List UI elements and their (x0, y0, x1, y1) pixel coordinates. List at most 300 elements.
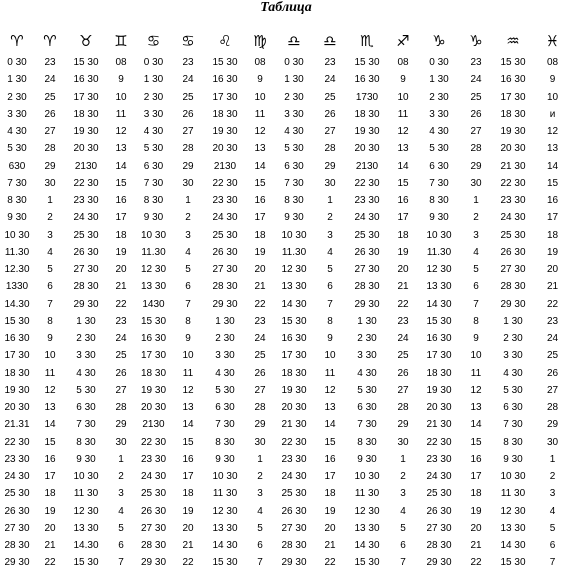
table-cell: 4 (473, 246, 479, 258)
table-cell: 1 (47, 195, 53, 207)
table-cell: 7 30 (76, 419, 96, 431)
table-cell: 16 (324, 453, 336, 465)
table-row (0, 503, 572, 520)
table-cell: 8 30 (215, 436, 235, 448)
table-cell: 15 30 (212, 557, 238, 569)
table-cell: 26 (254, 367, 266, 379)
table-cell: 23 30 (500, 195, 526, 207)
table-cell: 2 (327, 212, 333, 224)
table-cell: 22 30 (354, 177, 380, 189)
table-cell: 2 (400, 471, 406, 483)
table-cell: 2130 (142, 419, 165, 431)
table-cell: 22 (44, 557, 56, 569)
table-cell: 12 (44, 384, 56, 396)
table-cell: 3 (185, 229, 191, 241)
table-cell: 17 (254, 212, 266, 224)
table-cell: 30 (254, 436, 266, 448)
table-cell: 19 30 (212, 126, 238, 138)
table-cell: 29 (254, 419, 266, 431)
table-cell: 12 (546, 126, 559, 138)
table-cell: 12 30 (354, 505, 380, 517)
table-cell: 16 30 (500, 74, 526, 86)
table-cell: 9 (118, 74, 124, 86)
table-cell: 10 30 (140, 229, 167, 241)
table-cell: 15 (546, 177, 559, 189)
table-cell: 21 (397, 281, 409, 293)
table-cell: 11.30 (281, 246, 307, 258)
zodiac-sign-header: ♊ (114, 32, 128, 50)
table-cell: 20 (115, 264, 127, 276)
table-cell: 5 (257, 522, 263, 534)
table-cell: 10 30 (500, 471, 526, 483)
table-cell: 25 30 (73, 229, 99, 241)
table-cell: 1 30 (76, 315, 96, 327)
table-cell: 1 30 (357, 315, 377, 327)
table-cell: 9 (327, 333, 333, 345)
table-cell: 23 30 (426, 453, 452, 465)
table-row (0, 554, 572, 571)
table-cell: 9 30 (503, 453, 523, 465)
table-cell: 6 30 (503, 402, 523, 414)
table-cell: 8 (327, 315, 333, 327)
table-cell: 3 30 (7, 108, 27, 120)
table-cell: 2 30 (284, 91, 304, 103)
table-cell: 18 (324, 488, 336, 500)
table-cell: 28 (254, 402, 266, 414)
table-cell: 0 30 (7, 57, 27, 69)
zodiac-sign-header: ♎ (287, 32, 301, 50)
table-cell: 6 (185, 281, 191, 293)
table-cell: 20 30 (354, 143, 380, 155)
table-cell: 10 30 (354, 471, 380, 483)
table-cell: 3 (257, 488, 263, 500)
table-cell: 7 30 (429, 177, 449, 189)
table-row (0, 485, 572, 502)
table-cell: 28 (44, 143, 56, 155)
table-cell: 30 (397, 436, 409, 448)
table-cell: 18 30 (426, 367, 452, 379)
table-cell: 7 (257, 557, 263, 569)
table-cell: 27 30 (281, 522, 307, 534)
table-cell: 6 (257, 540, 263, 552)
table-cell: 2 30 (7, 91, 27, 103)
table-cell: 15 (397, 177, 409, 189)
table-cell: 25 (324, 91, 336, 103)
table-cell: 12 (470, 384, 482, 396)
table-cell: 4 30 (357, 367, 377, 379)
table-cell: 18 (115, 229, 127, 241)
table-cell: 10 (254, 91, 266, 103)
table-cell: 24 (115, 333, 127, 345)
table-cell: 30 (470, 177, 482, 189)
table-cell: 18 (254, 229, 266, 241)
table-cell: 20 (254, 264, 266, 276)
table-cell: 25 30 (500, 229, 526, 241)
table-cell: 1 (400, 453, 406, 465)
table-cell: 19 (324, 505, 336, 517)
table-cell: 17 30 (212, 91, 238, 103)
table-cell: 26 (546, 367, 559, 379)
table-cell: 2130 (213, 160, 237, 172)
table-cell: 20 30 (4, 402, 30, 414)
table-cell: 3 30 (429, 108, 449, 120)
table-cell: и (549, 108, 556, 120)
table-cell: 21 (44, 540, 56, 552)
table-cell: 4 (327, 246, 333, 258)
table-cell: 15 30 (354, 557, 380, 569)
table-cell: 5 30 (284, 143, 304, 155)
table-cell: 16 (254, 195, 266, 207)
table-cell: 5 (473, 264, 479, 276)
table-row (0, 54, 572, 71)
table-cell: 10 30 (73, 471, 99, 483)
table-cell: 2130 (355, 160, 379, 172)
table-cell: 13 (254, 143, 266, 155)
table-cell: 22 30 (140, 436, 167, 448)
table-cell: 8 30 (284, 195, 304, 207)
table-cell: 16 (44, 453, 56, 465)
table-cell: 5 30 (7, 143, 27, 155)
table-cell: 28 30 (212, 281, 238, 293)
table-cell: 4 (47, 246, 53, 258)
table-cell: 22 (182, 557, 194, 569)
table-row (0, 382, 572, 399)
table-cell: 19 (44, 505, 56, 517)
table-cell: 24 (254, 333, 266, 345)
table-row (0, 520, 572, 537)
table-cell: 3 (47, 229, 53, 241)
table-cell: 12 30 (73, 505, 99, 517)
table-cell: 4 30 (7, 126, 27, 138)
table-row (0, 468, 572, 485)
table-cell: 8 30 (143, 195, 164, 207)
table-cell: 4 30 (76, 367, 96, 379)
table-cell: 24 30 (354, 212, 380, 224)
table-cell: 13 30 (140, 281, 167, 293)
table-cell: 7 30 (357, 419, 377, 431)
table-cell: 21 (546, 281, 559, 293)
table-cell: 1 (118, 453, 124, 465)
table-cell: 5 30 (503, 384, 523, 396)
table-cell: 6 30 (143, 160, 164, 172)
table-cell: 17 (115, 212, 127, 224)
table-row (0, 278, 572, 295)
table-cell: 11 30 (354, 488, 380, 500)
table-cell: 4 (185, 246, 191, 258)
table-cell: 1 30 (215, 315, 235, 327)
table-cell: 16 30 (281, 333, 307, 345)
table-cell: 22 30 (212, 177, 238, 189)
table-cell: 22 (324, 557, 336, 569)
table-cell: 22 30 (281, 436, 307, 448)
table-cell: 13 (44, 402, 56, 414)
table-cell: 5 30 (429, 143, 449, 155)
table-cell: 08 (254, 57, 266, 69)
table-cell: 10 (546, 91, 559, 103)
table-cell: 14 (546, 160, 559, 172)
table-cell: 6 30 (284, 160, 304, 172)
table-cell: 11.30 (141, 246, 166, 258)
table-row (0, 106, 572, 123)
table-cell: 18 (182, 488, 194, 500)
table-cell: 9 (473, 333, 479, 345)
table-cell: 7 (118, 557, 124, 569)
zodiac-sign-header: ♑ (432, 32, 446, 50)
table-cell: 9 30 (429, 212, 449, 224)
table-cell: 15 30 (73, 557, 99, 569)
table-cell: 29 30 (4, 557, 30, 569)
table-cell: 1430 (142, 298, 165, 310)
table-row (0, 416, 572, 433)
table-cell: 29 (546, 419, 559, 431)
table-cell: 20 (44, 522, 56, 534)
table-cell: 1 30 (503, 315, 523, 327)
table-cell: 29 (115, 419, 127, 431)
table-cell: 11 (470, 367, 482, 379)
table-cell: 28 30 (500, 281, 526, 293)
table-cell: 16 30 (73, 74, 99, 86)
table-cell: 15 30 (354, 57, 380, 69)
table-cell: 3 30 (215, 350, 235, 362)
table-cell: 10 30 (281, 229, 307, 241)
table-cell: 16 30 (140, 333, 167, 345)
table-cell: 1730 (355, 91, 379, 103)
table-cell: 21 (324, 540, 336, 552)
table-cell: 18 (546, 229, 559, 241)
table-cell: 30 (546, 436, 559, 448)
table-cell: 24 (324, 74, 336, 86)
table-cell: 29 30 (426, 557, 452, 569)
table-row (0, 261, 572, 278)
table-row (0, 537, 572, 554)
table-cell: 18 (470, 488, 482, 500)
table-cell: 22 30 (426, 436, 452, 448)
table-cell: 2 30 (76, 333, 96, 345)
table-cell: 26 (182, 108, 194, 120)
table-cell: 25 (115, 350, 127, 362)
table-cell: 30 (115, 436, 127, 448)
table-cell: 6 (118, 540, 124, 552)
table-cell: 27 30 (426, 522, 452, 534)
table-row (0, 451, 572, 468)
table-cell: 25 (44, 91, 56, 103)
table-row (0, 365, 572, 382)
zodiac-sign-header: ♋ (181, 32, 195, 50)
table-cell: 20 30 (73, 143, 99, 155)
table-cell: 27 30 (212, 264, 238, 276)
table-cell: 10 30 (4, 229, 30, 241)
table-cell: 26 (324, 108, 336, 120)
table-cell: 20 30 (212, 143, 238, 155)
table-cell: 13 30 (354, 522, 380, 534)
table-cell: 9 30 (76, 453, 96, 465)
table-cell: 27 (546, 384, 559, 396)
table-cell: 18 30 (500, 108, 526, 120)
table-cell: 1 (185, 195, 191, 207)
table-cell: 17 (182, 471, 194, 483)
table-cell: 14 30 (354, 540, 380, 552)
table-cell: 9 (549, 74, 556, 86)
table-cell: 7 (473, 298, 479, 310)
table-cell: 16 (546, 195, 559, 207)
table-cell: 17 30 (500, 91, 526, 103)
table-cell: 18 (397, 229, 409, 241)
table-row (0, 330, 572, 347)
table-cell: 3 30 (143, 108, 164, 120)
table-cell: 14 (324, 419, 336, 431)
table-cell: 6 30 (429, 160, 449, 172)
table-cell: 08 (397, 57, 409, 69)
table-cell: 28 30 (73, 281, 99, 293)
table-cell: 5 30 (76, 384, 96, 396)
table-cell: 6 30 (76, 402, 96, 414)
table-cell: 24 (546, 333, 559, 345)
table-cell: 15 (254, 177, 266, 189)
table-cell: 11 (182, 367, 194, 379)
table-cell: 1 (327, 195, 333, 207)
table-cell: 28 (470, 143, 482, 155)
table-cell: 2 30 (429, 91, 449, 103)
table-cell: 28 30 (140, 540, 167, 552)
table-cell: 23 (397, 315, 409, 327)
table-cell: 8 (473, 315, 479, 327)
table-cell: 1 30 (7, 74, 27, 86)
table-cell: 23 30 (281, 453, 307, 465)
table-row (0, 89, 572, 106)
table-cell: 13 (470, 402, 482, 414)
table-cell: 3 (400, 488, 406, 500)
table-cell: 20 30 (426, 402, 452, 414)
table-cell: 15 (182, 436, 194, 448)
table-cell: 12 30 (500, 505, 526, 517)
zodiac-sign-header: ♈ (10, 32, 24, 50)
table-cell: 26 (44, 108, 56, 120)
table-cell: 19 30 (4, 384, 30, 396)
table-cell: 18 30 (281, 367, 307, 379)
table-cell: 9 30 (284, 212, 304, 224)
table-cell: 1 30 (429, 74, 449, 86)
table-cell: 7 (185, 298, 191, 310)
table-row (0, 244, 572, 261)
table-cell: 11 (397, 108, 409, 120)
table-cell: 14 (470, 419, 482, 431)
table-cell: 27 30 (140, 522, 167, 534)
table-cell: 24 (182, 74, 194, 86)
table-cell: 29 (44, 160, 56, 172)
table-cell: 24 30 (212, 212, 238, 224)
table-cell: 10 (115, 91, 127, 103)
table-cell: 30 (44, 177, 56, 189)
table-cell: 29 30 (140, 557, 167, 569)
table-cell: 26 30 (73, 246, 99, 258)
table-cell: 5 (400, 522, 406, 534)
table-cell: 13 (182, 402, 194, 414)
table-cell: 24 30 (426, 471, 452, 483)
table-cell: 14 (182, 419, 194, 431)
table-cell: 26 (397, 367, 409, 379)
table-cell: 23 30 (140, 453, 167, 465)
table-cell: 19 (470, 505, 482, 517)
table-cell: 21.31 (4, 419, 30, 431)
table-row (0, 313, 572, 330)
table-cell: 7 30 (215, 419, 235, 431)
table-cell: 18 30 (212, 108, 238, 120)
table-cell: 23 30 (354, 195, 380, 207)
table-cell: 21 (470, 540, 482, 552)
table-cell: 25 (182, 91, 194, 103)
table-cell: 3 (118, 488, 124, 500)
table-cell: 0 30 (143, 57, 164, 69)
table-cell: 15 30 (212, 57, 238, 69)
table-cell: 29 (182, 160, 194, 172)
table-cell: 28 (115, 402, 127, 414)
table-cell: 18 30 (4, 367, 30, 379)
table-cell: 19 30 (500, 126, 526, 138)
table-cell: 18 30 (140, 367, 167, 379)
table-row (0, 175, 572, 192)
table-cell: 14.30 (4, 298, 30, 310)
table-cell: 29 30 (354, 298, 380, 310)
table-cell: 24 (397, 333, 409, 345)
table-cell: 17 30 (4, 350, 30, 362)
table-cell: 9 (400, 74, 406, 86)
table-cell: 19 30 (354, 126, 380, 138)
table-cell: 26 30 (281, 505, 307, 517)
table-cell: 15 (470, 436, 482, 448)
table-cell: 17 (44, 471, 56, 483)
table-cell: 26 30 (212, 246, 238, 258)
table-cell: 16 (115, 195, 127, 207)
zodiac-sign-header: ♉ (79, 32, 93, 50)
table-cell: 6 (473, 281, 479, 293)
table-row (0, 296, 572, 313)
table-cell: 15 30 (281, 315, 307, 327)
table-row (0, 123, 572, 140)
table-row (0, 399, 572, 416)
table-cell: 5 (118, 522, 124, 534)
table-cell: 12 (397, 126, 409, 138)
table-cell: 3 (549, 488, 556, 500)
table-body (0, 54, 572, 572)
table-cell: 3 (327, 229, 333, 241)
table-cell: 1 30 (143, 74, 164, 86)
table-cell: 4 30 (215, 367, 235, 379)
table-cell: 24 (44, 74, 56, 86)
table-cell: 22 30 (4, 436, 30, 448)
table-cell: 10 (44, 350, 56, 362)
table-cell: 11.30 (426, 246, 452, 258)
table-cell: 20 (324, 522, 336, 534)
table-cell: 7 30 (284, 177, 304, 189)
table-cell: 25 30 (212, 229, 238, 241)
table-cell: 14 30 (281, 298, 307, 310)
table-cell: 7 30 (143, 177, 164, 189)
table-cell: 12.30 (4, 264, 30, 276)
table-cell: 24 30 (281, 471, 307, 483)
zodiac-sign-header: ♌ (218, 32, 232, 50)
table-cell: 23 (115, 315, 127, 327)
table-cell: 26 30 (354, 246, 380, 258)
table-cell: 28 30 (4, 540, 30, 552)
table-cell: 25 (397, 350, 409, 362)
table-cell: 19 (115, 246, 127, 258)
table-cell: 8 30 (429, 195, 449, 207)
table-cell: 17 (470, 471, 482, 483)
table-cell: 19 30 (73, 126, 99, 138)
table-cell: 25 (470, 91, 482, 103)
table-cell: 27 (397, 384, 409, 396)
table-cell: 23 (182, 57, 194, 69)
